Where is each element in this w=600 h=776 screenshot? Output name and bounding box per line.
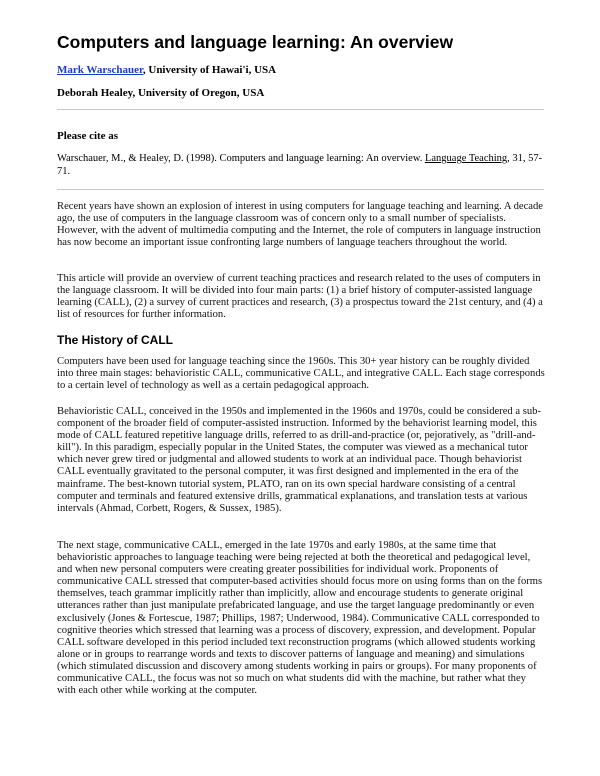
author-link-warschauer[interactable]: Mark Warschauer — [57, 64, 143, 76]
divider-top — [57, 109, 544, 110]
paragraph-history-intro: Computers have been used for language teaching since the 1960s. This 30+ year history can be roughly divided into three main stages: behavioristic CALL, communicative CALL, and integrative CALL. Each stage corresponds to a certain level of technology as well as a certain pedagogical approach. — [57, 356, 545, 392]
article-title: Computers and language learning: An overview — [57, 32, 454, 52]
paragraph-behavioristic: Behavioristic CALL, conceived in the 1950s and implemented in the 1960s and 1970s, could be considered a sub-component of the broader field of computer-assisted instruction. Informed by the behaviorist learning model, this mode of CALL featured repetitive language drills, referred to as drill-and-practice (or, pejoratively, as "drill-and-kill"). In this paradigm, especially popular in the United States, the computer was viewed as a mechanical tutor which never grew tired or judgmental and allowed students to work at an individual pace. Though behaviorist CALL eventually gravitated to the personal computer, it was first designed and implemented in the era of the mainframe. The best-known tutorial system, PLATO, ran on its own special hardware consisting of a central computer and terminals and featured extensive drills, grammatical explanations, and translation tests at various intervals (Ahmad, Corbett, Rogers, & Sussex, 1985). — [57, 406, 541, 514]
citation-authors: Warschauer, M., & Healey, D. (1998). Computers and language learning: An overview. — [57, 153, 425, 164]
paragraph-overview: This article will provide an overview of current teaching practices and research related to the uses of computers in the language classroom. It will be divided into four main parts: (1) a brief history of computer-assisted language learning (CALL), (2) a survey of current practices and research, (3) a prospectus toward the 21st century, and (4) a list of resources for further information. — [57, 273, 543, 321]
paragraph-communicative: The next stage, communicative CALL, emerged in the late 1970s and early 1980s, at the same time that behavioristic approaches to language teaching were being rejected at both the theoretical and pedagogical level, and when new personal computers were creating greater possibilities for individual work. Proponents of communicative CALL stressed that computer-based activities should focus more on using forms than on the forms themselves, teach grammar implicitly rather than implicitly, allow and encourage students to generate original utterances rather than just manipulate prefabricated language, and use the target language predominantly or even exclusively (Jones & Fortescue, 1987; Phillips, 1987; Underwood, 1984). Communicative CALL corresponded to cognitive theories which stressed that learning was a process of discovery, expression, and development. Popular CALL software developed in this period included text reconstruction programs (which allowed students working alone or in groups to rearrange words and texts to discover patterns of language and meaning) and simulations (which stimulated discussion and discovery among students working in pairs or groups). For many proponents of communicative CALL, the focus was not so much on what students did with the machine, but rather what they with each other while working at the computer. — [57, 540, 543, 697]
paragraph-intro: Recent years have shown an explosion of interest in using computers for language teaching and learning. A decade ago, the use of computers in the language classroom was of concern only to a small number of specialists. However, with the advent of multimedia computing and the Internet, the role of computers in language instruction has now become an important issue confronting large numbers of language teachers throughout the world. — [57, 201, 543, 249]
author-line-2 — [57, 87, 264, 99]
author-line-1 — [57, 64, 276, 76]
author-name-healey: Deborah Healey — [57, 87, 133, 99]
citation-journal: Language Teaching — [424, 153, 508, 164]
author-affiliation-1: , University of Hawai'i, USA — [142, 64, 277, 76]
section-heading-history: The History of CALL — [57, 333, 173, 347]
divider-bottom — [57, 189, 544, 190]
author-affiliation-2: , University of Oregon, USA — [132, 87, 265, 99]
citation-volume: , 31, 57-71. — [57, 153, 543, 177]
citation-heading: Please cite as — [57, 130, 119, 142]
citation-text — [57, 153, 547, 178]
